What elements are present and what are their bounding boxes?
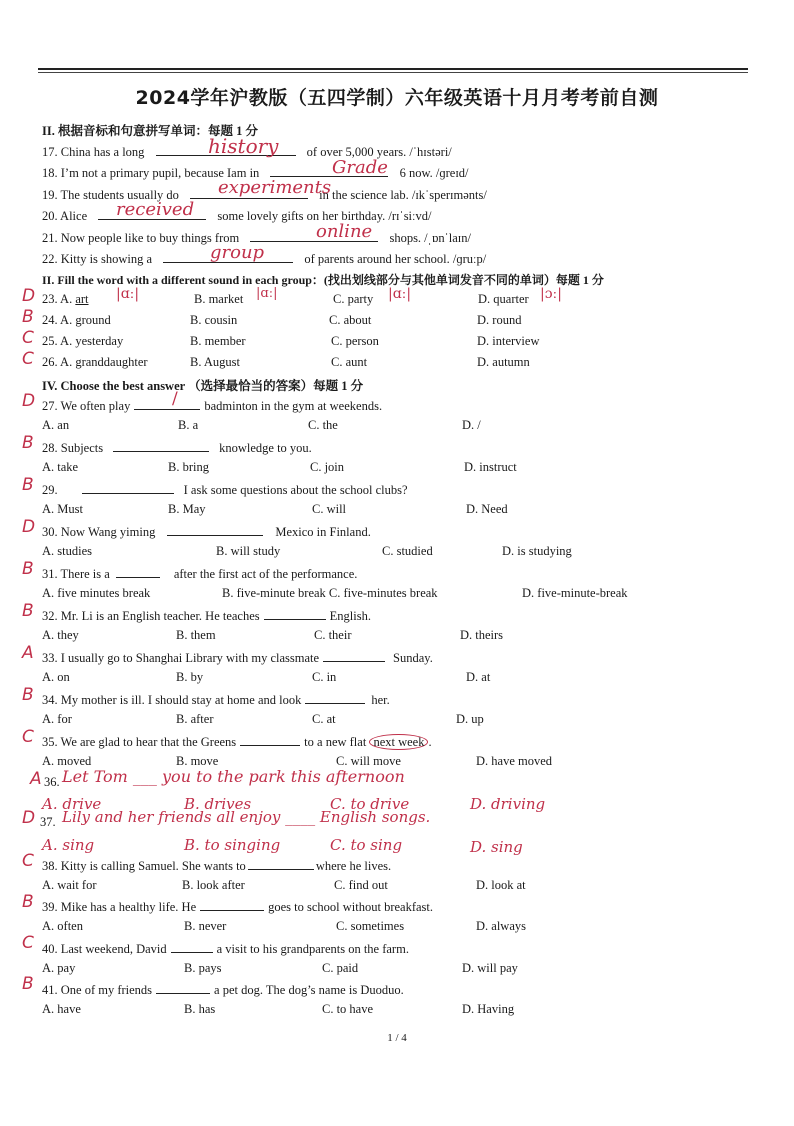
header-rule [38, 68, 748, 70]
q36-c: C. to drive [330, 795, 410, 813]
q32-mark: B [22, 601, 34, 621]
q35: 35. We are glad to hear that the Greens to a new flat next week . [42, 735, 432, 749]
q17: 17. China has a long of over 5,000 years. /ˈhɪstəri/ [42, 145, 452, 159]
q36-handwritten-question: Let Tom ___ you to the park this afternoon [62, 767, 405, 786]
q26-mark: C [22, 349, 34, 369]
q33: 33. I usually go to Shanghai Library with my classmate Sunday. [42, 651, 433, 665]
q31-a: A. five minutes break [42, 586, 151, 600]
page-title: 2024学年沪教版（五四学制）六年级英语十月月考考前自测 [135, 87, 659, 109]
q35-circled-phrase: next week [369, 734, 428, 750]
q24-c: C. about [329, 313, 372, 327]
page-number: 1 / 4 [387, 1032, 407, 1044]
q35-b: B. move [176, 754, 219, 768]
q23-a: 23. A. art [42, 292, 89, 306]
q33-c: C. in [312, 670, 337, 684]
q23-phonetic-b: |ɑː| [256, 286, 278, 301]
q19-answer: experiments [218, 177, 332, 198]
q37-handwritten-question: Lily and her friends all enjoy ____ English songs. [62, 808, 431, 826]
q18: 18. I’m not a primary pupil, because Iam in 6 now. /ɡreɪd/ [42, 166, 469, 180]
q23-mark: D [22, 286, 36, 306]
q35-mark: C [22, 727, 34, 747]
q19: 19. The students usually do in the science lab. /ɪkˈsperɪmənts/ [42, 188, 487, 202]
q29-d: D. Need [466, 502, 508, 516]
q40-mark: C [22, 933, 34, 953]
q20: 20. Alice some lovely gifts on her birthday. /rɪˈsiːvd/ [42, 209, 432, 223]
q36-a: A. drive [42, 795, 102, 813]
q27-mark: D [22, 391, 36, 411]
q27-c: C. the [308, 418, 338, 432]
q41-d: D. Having [462, 1002, 515, 1016]
q23-d: D. quarter [478, 292, 529, 306]
q36-b: B. drives [184, 795, 252, 813]
q27-a: A. an [42, 418, 70, 432]
q38-b: B. look after [182, 878, 245, 892]
section-3-heading: II. Fill the word with a different sound in each group：(找出划线部分与其他单词发音不同的单词）每题 1 分 [42, 273, 604, 287]
q32-a: A. they [42, 628, 79, 642]
q40-a: A. pay [42, 961, 76, 975]
q27-answer: / [172, 389, 178, 409]
q34-a: A. for [42, 712, 72, 726]
q32: 32. Mr. Li is an English teacher. He teaches English. [42, 609, 371, 623]
q33-a: A. on [42, 670, 70, 684]
q34: 34. My mother is ill. I should stay at home and look her. [42, 693, 390, 707]
q34-c: C. at [312, 712, 336, 726]
q30-a: A. studies [42, 544, 92, 558]
q31-b: B. five-minute break C. five-minutes break [222, 586, 438, 600]
q35-d: D. have moved [476, 754, 553, 768]
q27: 27. We often play badminton in the gym at weekends. [42, 399, 383, 413]
header-rule-thin [38, 72, 748, 73]
q26-a: 26. A. granddaughter [42, 355, 148, 369]
q41: 41. One of my friends a pet dog. The dog’s name is Duoduo. [42, 983, 404, 997]
q39-d: D. always [476, 919, 526, 933]
q23-phonetic-c: |ɑː| [388, 286, 412, 302]
q40-b: B. pays [184, 961, 222, 975]
q25-b: B. member [190, 334, 246, 348]
q37-mark: D [22, 808, 36, 828]
q25-a: 25. A. yesterday [42, 334, 124, 348]
q26-d: D. autumn [477, 355, 530, 369]
q30-c: C. studied [382, 544, 433, 558]
q40: 40. Last weekend, David a visit to his grandparents on the farm. [42, 942, 409, 956]
q40-d: D. will pay [462, 961, 518, 975]
q39-b: B. never [184, 919, 227, 933]
q36-mark: A [30, 769, 42, 789]
q39: 39. Mike has a healthy life. He goes to school without breakfast. [42, 900, 434, 914]
q26-b: B. August [190, 355, 241, 369]
q30: 30. Now Wang yiming Mexico in Finland. [42, 525, 371, 539]
q35-a: A. moved [42, 754, 92, 768]
q41-mark: B [22, 974, 34, 994]
q36-d: D. driving [470, 795, 546, 813]
q23-c: C. party [333, 292, 374, 306]
q28-mark: B [22, 433, 34, 453]
q34-mark: B [22, 685, 34, 705]
q24-a: 24. A. ground [42, 313, 111, 327]
q31-d: D. five-minute-break [522, 586, 628, 600]
q37-a: A. sing [42, 836, 95, 854]
q38-c: C. find out [334, 878, 388, 892]
q37-c: C. to sing [330, 836, 403, 854]
q23-b: B. market [194, 292, 244, 306]
q41-c: C. to have [322, 1002, 374, 1016]
q33-mark: A [22, 643, 34, 663]
q40-c: C. paid [322, 961, 359, 975]
q23-phonetic-d: |ɔː| [540, 286, 562, 302]
q24-b: B. cousin [190, 313, 238, 327]
q17-answer: history [208, 134, 279, 158]
q38: 38. Kitty is calling Samuel. She wants to where he lives. [42, 859, 392, 873]
q32-c: C. their [314, 628, 352, 642]
q24-d: D. round [477, 313, 522, 327]
q29-mark: B [22, 475, 34, 495]
q32-d: D. theirs [460, 628, 504, 642]
q18-answer: Grade [332, 157, 388, 178]
q25-mark: C [22, 328, 34, 348]
q37-d: D. sing [470, 838, 523, 856]
q29-b: B. May [168, 502, 206, 516]
q22: 22. Kitty is showing a of parents around her school. /ɡruːp/ [42, 252, 487, 266]
q30-d: D. is studying [502, 544, 572, 558]
q24-mark: B [22, 307, 34, 327]
q28-b: B. bring [168, 460, 209, 474]
q34-d: D. up [456, 712, 484, 726]
q29: 29. I ask some questions about the school clubs? [42, 483, 408, 497]
q29-a: A. Must [42, 502, 83, 516]
q21: 21. Now people like to buy things from shops. /ˌɒnˈlaɪn/ [42, 231, 471, 245]
q30-b: B. will study [216, 544, 281, 558]
q33-b: B. by [176, 670, 204, 684]
q25-c: C. person [331, 334, 379, 348]
q39-c: C. sometimes [336, 919, 405, 933]
q38-mark: C [22, 851, 34, 871]
q36-number: 36. [44, 775, 60, 789]
q31-mark: B [22, 559, 34, 579]
q22-answer: group [210, 242, 265, 263]
q41-a: A. have [42, 1002, 81, 1016]
q28: 28. Subjects knowledge to you. [42, 441, 312, 455]
q21-answer: online [316, 221, 373, 242]
q23-phonetic-a: |ɑː| [116, 286, 140, 302]
q30-mark: D [22, 517, 36, 537]
q26-c: C. aunt [331, 355, 368, 369]
q39-mark: B [22, 892, 34, 912]
q39-a: A. often [42, 919, 83, 933]
q37-number: 37. [40, 815, 56, 829]
q28-a: A. take [42, 460, 79, 474]
section-2-heading: II. 根据音标和句意拼写单词：每题 1 分 [42, 124, 258, 138]
q38-d: D. look at [476, 878, 526, 892]
q28-c: C. join [310, 460, 345, 474]
q35-c: C. will move [336, 754, 401, 768]
q33-d: D. at [466, 670, 491, 684]
q27-b: B. a [178, 418, 199, 432]
q38-a: A. wait for [42, 878, 97, 892]
q31: 31. There is a after the first act of the performance. [42, 567, 358, 581]
q28-d: D. instruct [464, 460, 517, 474]
q29-c: C. will [312, 502, 347, 516]
q37-b: B. to singing [184, 836, 281, 854]
q34-b: B. after [176, 712, 214, 726]
q32-b: B. them [176, 628, 216, 642]
q41-b: B. has [184, 1002, 216, 1016]
section-4-heading: IV. Choose the best answer （选择最恰当的答案）每题 1 分 [42, 379, 364, 393]
q20-answer: received [116, 199, 195, 220]
q25-d: D. interview [477, 334, 540, 348]
q27-d: D. / [462, 418, 481, 432]
